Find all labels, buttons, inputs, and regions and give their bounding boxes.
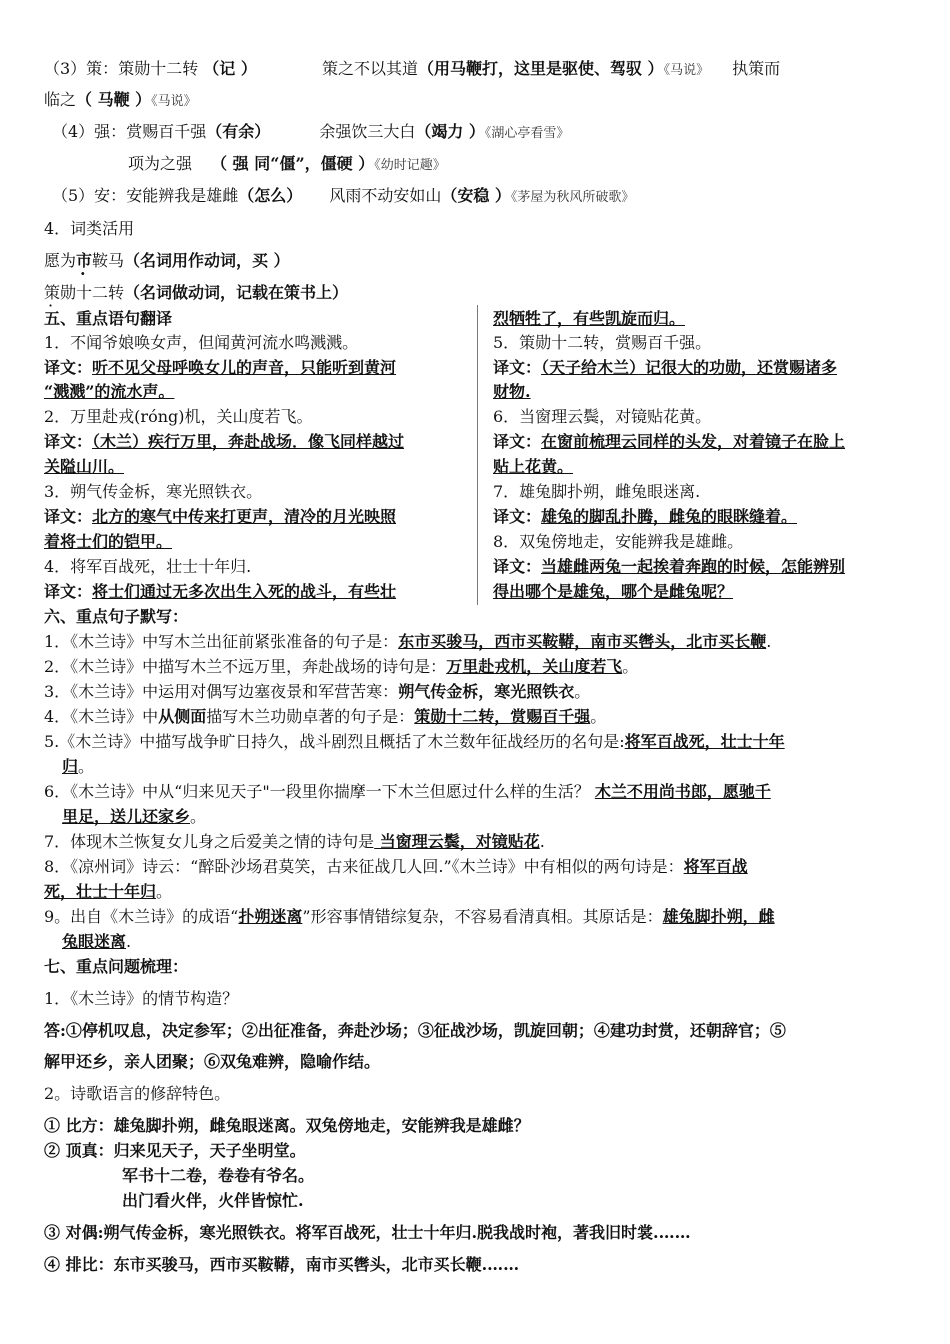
dictation-question: 6．《木兰诗》中从“归来见天子"一段里你揣摩一下木兰但愿过什么样的生活？ bbox=[44, 782, 595, 801]
translation-left-1-a1 bbox=[44, 431, 404, 453]
dictation-answer: 将军百战 bbox=[683, 857, 748, 876]
translation-answer-cont: 关隘山川。 bbox=[44, 457, 125, 476]
dictation-punct: 。 bbox=[190, 807, 207, 826]
translation-label: 译文： bbox=[493, 507, 542, 526]
translation-label: 译文： bbox=[493, 358, 542, 377]
polysemy-an-m1: （怎么） bbox=[238, 186, 303, 205]
translation-left-2-a2 bbox=[44, 531, 172, 553]
rhetoric-anadiplosis-2: 军书十二卷，卷卷有爷名。 bbox=[122, 1166, 315, 1185]
dictation-item-3 bbox=[44, 681, 590, 703]
polysemy-an-lead: （5）安： bbox=[52, 186, 127, 205]
dictation-punct: . bbox=[766, 632, 772, 651]
dictation-answer: 策勋十二转，赏赐百千强 bbox=[414, 707, 591, 726]
wordclass-item2-a: 策 bbox=[44, 283, 61, 302]
polysemy-qiang-line2 bbox=[128, 153, 446, 177]
polysemy-ce-s3: 《马说》 bbox=[151, 94, 197, 109]
translation-label: 译文： bbox=[493, 557, 542, 576]
dictation-item-1 bbox=[44, 631, 771, 653]
translation-heading: 五、重点语句翻译 bbox=[44, 309, 173, 328]
dictation-punct: . bbox=[126, 932, 132, 951]
translation-right-0-q: 5．策勋十二转，赏赐百千强。 bbox=[493, 333, 712, 352]
polysemy-an-line bbox=[52, 185, 634, 209]
translation-left-0-a2 bbox=[44, 381, 174, 403]
column-divider bbox=[477, 305, 478, 605]
translation-answer: 当雄雌两兔一起挨着奔跑的时候，怎能辨别 bbox=[541, 557, 846, 576]
polysemy-ce-ex3a: 执策而 bbox=[732, 59, 781, 78]
dictation-punct: 。 bbox=[156, 882, 173, 901]
dictation-item-2 bbox=[44, 656, 638, 678]
translation-right-3-a1 bbox=[493, 556, 845, 578]
rhetoric-anadiplosis-1: ② 顶真：归来见天子，天子坐明堂。 bbox=[44, 1141, 306, 1160]
issues-heading: 七、重点问题梳理： bbox=[44, 957, 189, 976]
translation-answer: 听不见父母呼唤女儿的声音，只能听到黄河 bbox=[92, 358, 397, 377]
translation-right-3-a2 bbox=[493, 581, 733, 603]
translation-left-1-a2 bbox=[44, 456, 124, 478]
polysemy-qiang-ex2: 余强饮三大白 bbox=[319, 122, 416, 141]
polysemy-ce-line1 bbox=[44, 58, 780, 82]
dictation-answer: 将军百战死，壮士十年 bbox=[624, 732, 785, 751]
translation-left-0-q: 1．不闻爷娘唤女声，但闻黄河流水鸣溅溅。 bbox=[44, 333, 359, 352]
dictation-question: 4．《木兰诗》中 bbox=[44, 707, 159, 726]
polysemy-qiang-lead: （4）强： bbox=[52, 122, 127, 141]
translation-answer-cont: 着将士们的铠甲。 bbox=[44, 532, 173, 551]
translation-answer: 将士们通过无多次出生入死的战斗，有些壮 bbox=[92, 582, 397, 601]
polysemy-qiang-m3: （ 强 同“僵”，僵硬 ） bbox=[211, 154, 375, 173]
translation-left-0-a1 bbox=[44, 357, 396, 379]
wordclass-item2-m: （名词做动词，记载在策书上） bbox=[124, 283, 349, 302]
polysemy-an-ex2: 风雨不动安如山 bbox=[329, 186, 442, 205]
dictation-answer: 万里赴戎机，关山度若飞 bbox=[446, 657, 623, 676]
wordclass-item1 bbox=[44, 250, 290, 272]
dictation-punct: 。 bbox=[574, 682, 591, 701]
dictation-answer: 木兰不用尚书郎，愿驰千 bbox=[594, 782, 771, 801]
polysemy-qiang-ex1: 赏赐百千强 bbox=[126, 122, 207, 141]
dictation-item-7 bbox=[44, 831, 545, 853]
translation-answer-cont: “溅溅”的流水声。 bbox=[44, 382, 175, 401]
dictation-item-9 bbox=[44, 906, 775, 928]
dictation-answer: 当窗理云鬓，对镜贴花 bbox=[374, 832, 540, 851]
wordclass-item2 bbox=[44, 282, 348, 304]
translation-answer-cont: 烈牺牲了，有些凯旋而归。 bbox=[493, 309, 686, 328]
polysemy-an-ex1: 安能辨我是雄雌 bbox=[126, 186, 239, 205]
dictation-item-8 bbox=[44, 856, 748, 878]
translation-left-3-a1 bbox=[44, 581, 396, 603]
rhetoric-metaphor: ① 比方：雄兔脚扑朔，雌兔眼迷离。双兔傍地走，安能辨我是雄雌？ bbox=[44, 1116, 530, 1135]
polysemy-ce-m2: （用马鞭打，这里是驱使、驾驭 ） bbox=[417, 59, 664, 78]
translation-label: 译文： bbox=[44, 432, 93, 451]
translation-label: 译文： bbox=[44, 582, 93, 601]
polysemy-ce-s2: 《马说》 bbox=[663, 63, 710, 78]
dictation-question: 1．《木兰诗》中写木兰出征前紧张准备的句子是： bbox=[44, 632, 399, 651]
dictation-punct: . bbox=[539, 832, 545, 851]
wordclass-item1-m: （名词用作动词，买 ） bbox=[124, 251, 290, 270]
translation-left-2-q: 3．朔气传金柝，寒光照铁衣。 bbox=[44, 482, 263, 501]
translation-right-2-q: 7．雄兔脚扑朔，雌兔眼迷离. bbox=[493, 482, 701, 501]
dictation-question: 5.《木兰诗》中描写战争旷日持久，战斗剧烈且概括了木兰数年征战经历的名句是: bbox=[44, 732, 625, 751]
wordclass-item1-c: 鞍马 bbox=[92, 251, 125, 270]
dictation-answer-cont: 兔眼迷离 bbox=[62, 932, 127, 951]
translation-left-2-a1 bbox=[44, 506, 396, 528]
dictation-answer-cont: 死，壮士十年归 bbox=[44, 882, 157, 901]
polysemy-ce-line2 bbox=[44, 89, 197, 113]
wordclass-heading: 4．词类活用 bbox=[44, 219, 135, 238]
rhetoric-anadiplosis-3: 出门看火伴，火伴皆惊忙. bbox=[122, 1191, 304, 1210]
translation-answer-cont: 贴上花黄。 bbox=[493, 457, 574, 476]
issues-q2: 2。诗歌语言的修辞特色。 bbox=[44, 1084, 231, 1103]
polysemy-ce-m3: （ 马鞭 ） bbox=[76, 90, 152, 109]
translation-label: 译文： bbox=[493, 432, 542, 451]
issues-q1: 1．《木兰诗》的情节构造？ bbox=[44, 989, 239, 1008]
dictation-answer-cont: 归 bbox=[62, 757, 79, 776]
dictation-punct: 。 bbox=[78, 757, 95, 776]
issues-a1-line1: 答:①停机叹息，决定参军；②出征准备，奔赴沙场；③征战沙场，凯旋回朝；④建功封赏，还朝辞官；⑤ bbox=[44, 1021, 786, 1040]
translation-answer: 北方的寒气中传来打更声，清冷的月光映照 bbox=[92, 507, 397, 526]
polysemy-an-m2: （安稳 ） bbox=[441, 186, 511, 205]
issues-a1-line2: 解甲还乡，亲人团聚；⑥双兔难辨，隐喻作结。 bbox=[44, 1052, 381, 1071]
dictation-question: 7．体现木兰恢复女儿身之后爱美之情的诗句是 bbox=[44, 832, 375, 851]
translation-answer-cont: 财物. bbox=[493, 382, 531, 401]
dictation-question: 8．《凉州词》诗云：“醉卧沙场君莫笑，古来征战几人回.”《木兰诗》中有相似的两句诗是： bbox=[44, 857, 684, 876]
polysemy-ce-ex1: 策勋十二转 bbox=[118, 59, 199, 78]
translation-right-1-q: 6．当窗理云鬓，对镜贴花黄。 bbox=[493, 407, 712, 426]
dictation-question-cont: ”形容事情错综复杂，不容易看清真相。其原话是： bbox=[302, 907, 663, 926]
rhetoric-antithesis: ③ 对偶:朔气传金柝，寒光照铁衣。将军百战死，壮士十年归.脱我战时袍，著我旧时裳.…… bbox=[44, 1223, 691, 1242]
wordclass-item2-b: 勋十二转 bbox=[60, 283, 125, 302]
dictation-emphasis: 从侧面 bbox=[158, 707, 207, 726]
wordclass-item1-b: 市 bbox=[76, 251, 93, 270]
translation-right-0-a2 bbox=[493, 381, 531, 403]
polysemy-qiang-line1 bbox=[52, 121, 569, 145]
translation-right-top bbox=[493, 308, 685, 330]
dictation-question-cont: 描写木兰功勋卓著的句子是： bbox=[206, 707, 415, 726]
translation-right-2-a1 bbox=[493, 506, 797, 528]
translation-right-1-a2 bbox=[493, 456, 573, 478]
translation-right-1-a1 bbox=[493, 431, 845, 453]
polysemy-qiang-s3: 《幼时记趣》 bbox=[374, 158, 446, 173]
wordclass-item1-a: 愿为 bbox=[44, 251, 77, 270]
dictation-punct: 。 bbox=[590, 707, 607, 726]
dictation-question: 9。出自《木兰诗》的成语“ bbox=[44, 907, 239, 926]
dictation-item-6-cont bbox=[62, 806, 206, 828]
dictation-item-8-cont bbox=[44, 881, 172, 903]
dictation-item-5-cont bbox=[62, 756, 94, 778]
dictation-item-6 bbox=[44, 781, 771, 803]
translation-label: 译文： bbox=[44, 358, 93, 377]
translation-left-3-q: 4．将军百战死，壮士十年归. bbox=[44, 557, 252, 576]
translation-right-3-q: 8．双兔傍地走，安能辨我是雄雌。 bbox=[493, 532, 744, 551]
dictation-idiom: 扑朔迷离 bbox=[238, 907, 303, 926]
translation-answer: （木兰）疾行万里，奔赴战场．像飞同样越过 bbox=[92, 432, 405, 451]
dictation-item-5 bbox=[44, 731, 785, 753]
polysemy-qiang-ex3: 项为之强 bbox=[128, 154, 193, 173]
polysemy-ce-lead: （3）策： bbox=[44, 59, 119, 78]
dictation-item-9-cont bbox=[62, 931, 131, 953]
translation-left-1-q: 2．万里赴戎(róng)机，关山度若飞。 bbox=[44, 407, 313, 426]
polysemy-an-s2: 《茅屋为秋风所破歌》 bbox=[510, 190, 635, 205]
dictation-item-4 bbox=[44, 706, 606, 728]
rhetoric-parallelism: ④ 排比：东市买骏马，西市买鞍鞯，南市买辔头，北市买长鞭.…… bbox=[44, 1255, 520, 1274]
translation-answer: 雄兔的脚乱扑腾，雌兔的眼眯缝着。 bbox=[541, 507, 798, 526]
polysemy-qiang-m2: （竭力 ） bbox=[415, 122, 485, 141]
translation-label: 译文： bbox=[44, 507, 93, 526]
dictation-answer-cont: 里足，送儿还家乡 bbox=[62, 807, 191, 826]
polysemy-ce-m1: （记 ） bbox=[203, 59, 257, 78]
polysemy-qiang-m1: （有余） bbox=[206, 122, 271, 141]
translation-answer-cont: 得出哪个是雄兔，哪个是雌兔呢？ bbox=[493, 582, 734, 601]
translation-answer: 在窗前梳理云同样的头发，对着镜子在脸上 bbox=[541, 432, 846, 451]
dictation-heading: 六、重点句子默写： bbox=[44, 607, 189, 626]
dictation-punct: 。 bbox=[622, 657, 639, 676]
polysemy-ce-ex3b: 临之 bbox=[44, 90, 77, 109]
dictation-answer: 东市买骏马，西市买鞍鞯，南市买辔头，北市买长鞭 bbox=[398, 632, 767, 651]
polysemy-qiang-s2: 《湖心亭看雪》 bbox=[484, 126, 570, 141]
dictation-question: 3．《木兰诗》中运用对偶写边塞夜景和军营苦寒： bbox=[44, 682, 399, 701]
dictation-answer: 雄兔脚扑朔，雌 bbox=[662, 907, 775, 926]
translation-answer: （天子给木兰）记很大的功勋，还赏赐诸多 bbox=[541, 358, 838, 377]
polysemy-ce-ex2: 策之不以其道 bbox=[321, 59, 418, 78]
translation-right-0-a1 bbox=[493, 357, 837, 379]
dictation-question: 2．《木兰诗》中描写木兰不远万里，奔赴战场的诗句是： bbox=[44, 657, 447, 676]
dictation-answer: 朔气传金柝，寒光照铁衣 bbox=[398, 682, 575, 701]
